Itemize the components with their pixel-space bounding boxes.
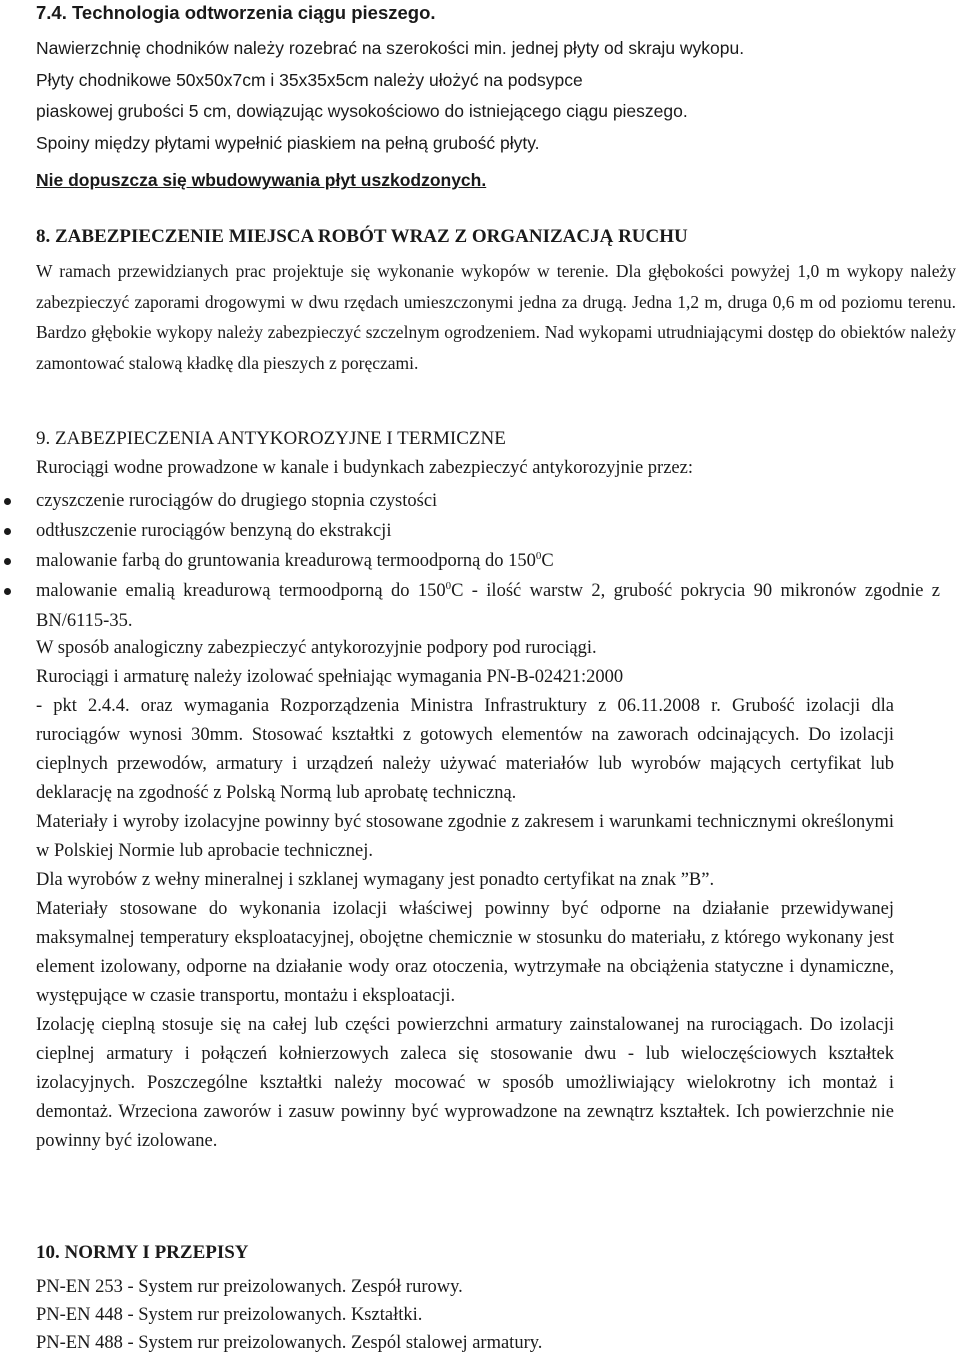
list-item [0,546,940,576]
section-7-4-line: Spoiny między płytami wypełnić piaskiem na pełną grubość płyty. [36,132,540,153]
norm-item: PN-EN 448 - System rur preizolowanych. Kształtki. [36,1305,423,1325]
norm-item: PN-EN 253 - System rur preizolowanych. Zespół rurowy. [36,1277,463,1297]
list-item-text: odtłuszczenie rurociągów benzyną do ekstrakcji [36,521,392,541]
section-8-body: W ramach przewidzianych prac projektuje się wykonanie wykopów w terenie. Dla głębokości powyżej 1,0 m wykopy należy zabezpieczyć zaporami drogowymi w dwu rzędach umieszczonymi jedna za drugą. Jedna 1,2 m, druga 0,6 m od poziomu terenu. Bardzo głębokie wykopy należy zabezpieczyć szczelnym ogrodzeniem. Nad wykopami utrudniającymi dostęp do obiektów należy zamontować stalową kładkę dla pieszych z poręczami. [36,261,956,373]
section-7-4-line: piaskowej grubości 5 cm, dowiązując wysokościowo do istniejącego ciągu pieszego. [36,101,688,121]
paragraph: Materiały i wyroby izolacyjne powinny być stosowane zgodnie z zakresem i warunkami technicznymi określonymi w Polskiej Normie lub aprobacie technicznej. [36,812,894,861]
section-10-heading: 10. NORMY I PRZEPISY [36,1242,249,1263]
list-item-text-end: C - ilość warstw 2, grubość pokrycia 90 mikronów zgodnie z BN/6115-35. [36,581,940,631]
list-item-text: malowanie emalią kreadurową termoodporną do 150 [36,581,446,601]
norm-item: PN-EN 488 - System rur preizolowanych. Zespól stalowej armatury. [36,1333,543,1353]
paragraph: Dla wyrobów z wełny mineralnej i szklanej wymagany jest ponadto certyfikat na znak ”B”. [36,870,715,890]
section-8-heading: 8. ZABEZPIECZENIE MIEJSCA ROBÓT WRAZ Z ORGANIZACJĄ RUCHU [36,226,688,247]
degree-superscript: 0 [445,579,452,592]
paragraph: Materiały stosowane do wykonania izolacji właściwej powinny być odporne na działanie przewidywanej maksymalnej temperatury eksploatacyjnej, obojętne chemicznie w stosunku do materiału, z którego wykonany jest element izolowany, odporne na działanie wody oraz otoczenia, wytrzymałe na obciążenia statyczne i dynamiczne, występujące w czasie transportu, montażu i eksploatacji. [36,899,894,1006]
list-item [0,516,940,546]
norms-list [36,1273,542,1357]
paragraph: Izolację cieplną stosuje się na całej lub części powierzchni armatury zainstalowanej na rurociągach. Do izolacji cieplnej armatury i połączeń kołnierzowych zaleca się stosowanie dwu - lub wieloczęściowych kształtek izolacyjnych. Poszczególne kształtki należy mocować w sposób umożliwiający wielokrotny ich montaż i demontaż. Wrzeciona zaworów i zasuw powinny być wyprowadzone na zewnątrz kształtek. Ich powierzchnie nie powinny być izolowane. [36,1015,894,1151]
degree-superscript: 0 [535,549,542,562]
bullet-icon [4,588,11,595]
list-item-text: malowanie farbą do gruntowania kreadurową termoodporną do 150 [36,551,536,571]
bullet-icon [4,558,11,565]
bullet-icon [4,528,11,535]
list-item-text: czyszczenie rurociągów do drugiego stopnia czystości [36,491,438,511]
section-9-heading: 9. ZABEZPIECZENIA ANTYKOROZYJNE I TERMICZNE [36,428,506,449]
paragraph: Rurociągi i armaturę należy izolować spełniając wymagania PN-B-02421:2000 [36,667,624,687]
bullet-icon [4,498,11,505]
list-item [0,576,940,636]
section-9-intro: Rurociągi wodne prowadzone w kanale i budynkach zabezpieczyć antykorozyjnie przez: [36,458,693,478]
section-9-body [36,634,894,1156]
list-item [0,486,940,516]
section-7-4-body [36,33,936,159]
section-7-4-line: Nawierzchnię chodników należy rozebrać na szerokości min. jednej płyty od skraju wykopu. [36,38,745,58]
damaged-slabs-note: Nie dopuszcza się wbudowywania płyt uszkodzonych. [36,170,487,190]
paragraph: - pkt 2.4.4. oraz wymagania Rozporządzenia Ministra Infrastruktury z 06.11.2008 r. Grubość izolacji dla rurociągów wynosi 30mm. Stosować kształtki z gotowych elementów na zaworach odcinających. Do izolacji cieplnych przewodów, armatury i urządzeń należy używać materiałów lub wyrobów mających certyfikat lub deklarację na zgodność z Polską Normą lub aprobatę techniczną. [36,696,894,803]
section-7-4-line: Płyty chodnikowe 50x50x7cm i 35x35x5cm należy ułożyć na podsypce [36,69,583,90]
list-item-text-end: C [541,551,554,571]
section-7-4-heading: 7.4. Technologia odtworzenia ciągu pieszego. [36,2,436,23]
paragraph: W sposób analogiczny zabezpieczyć antykorozyjnie podpory pod rurociągi. [36,638,597,658]
protection-steps-list [0,486,940,636]
